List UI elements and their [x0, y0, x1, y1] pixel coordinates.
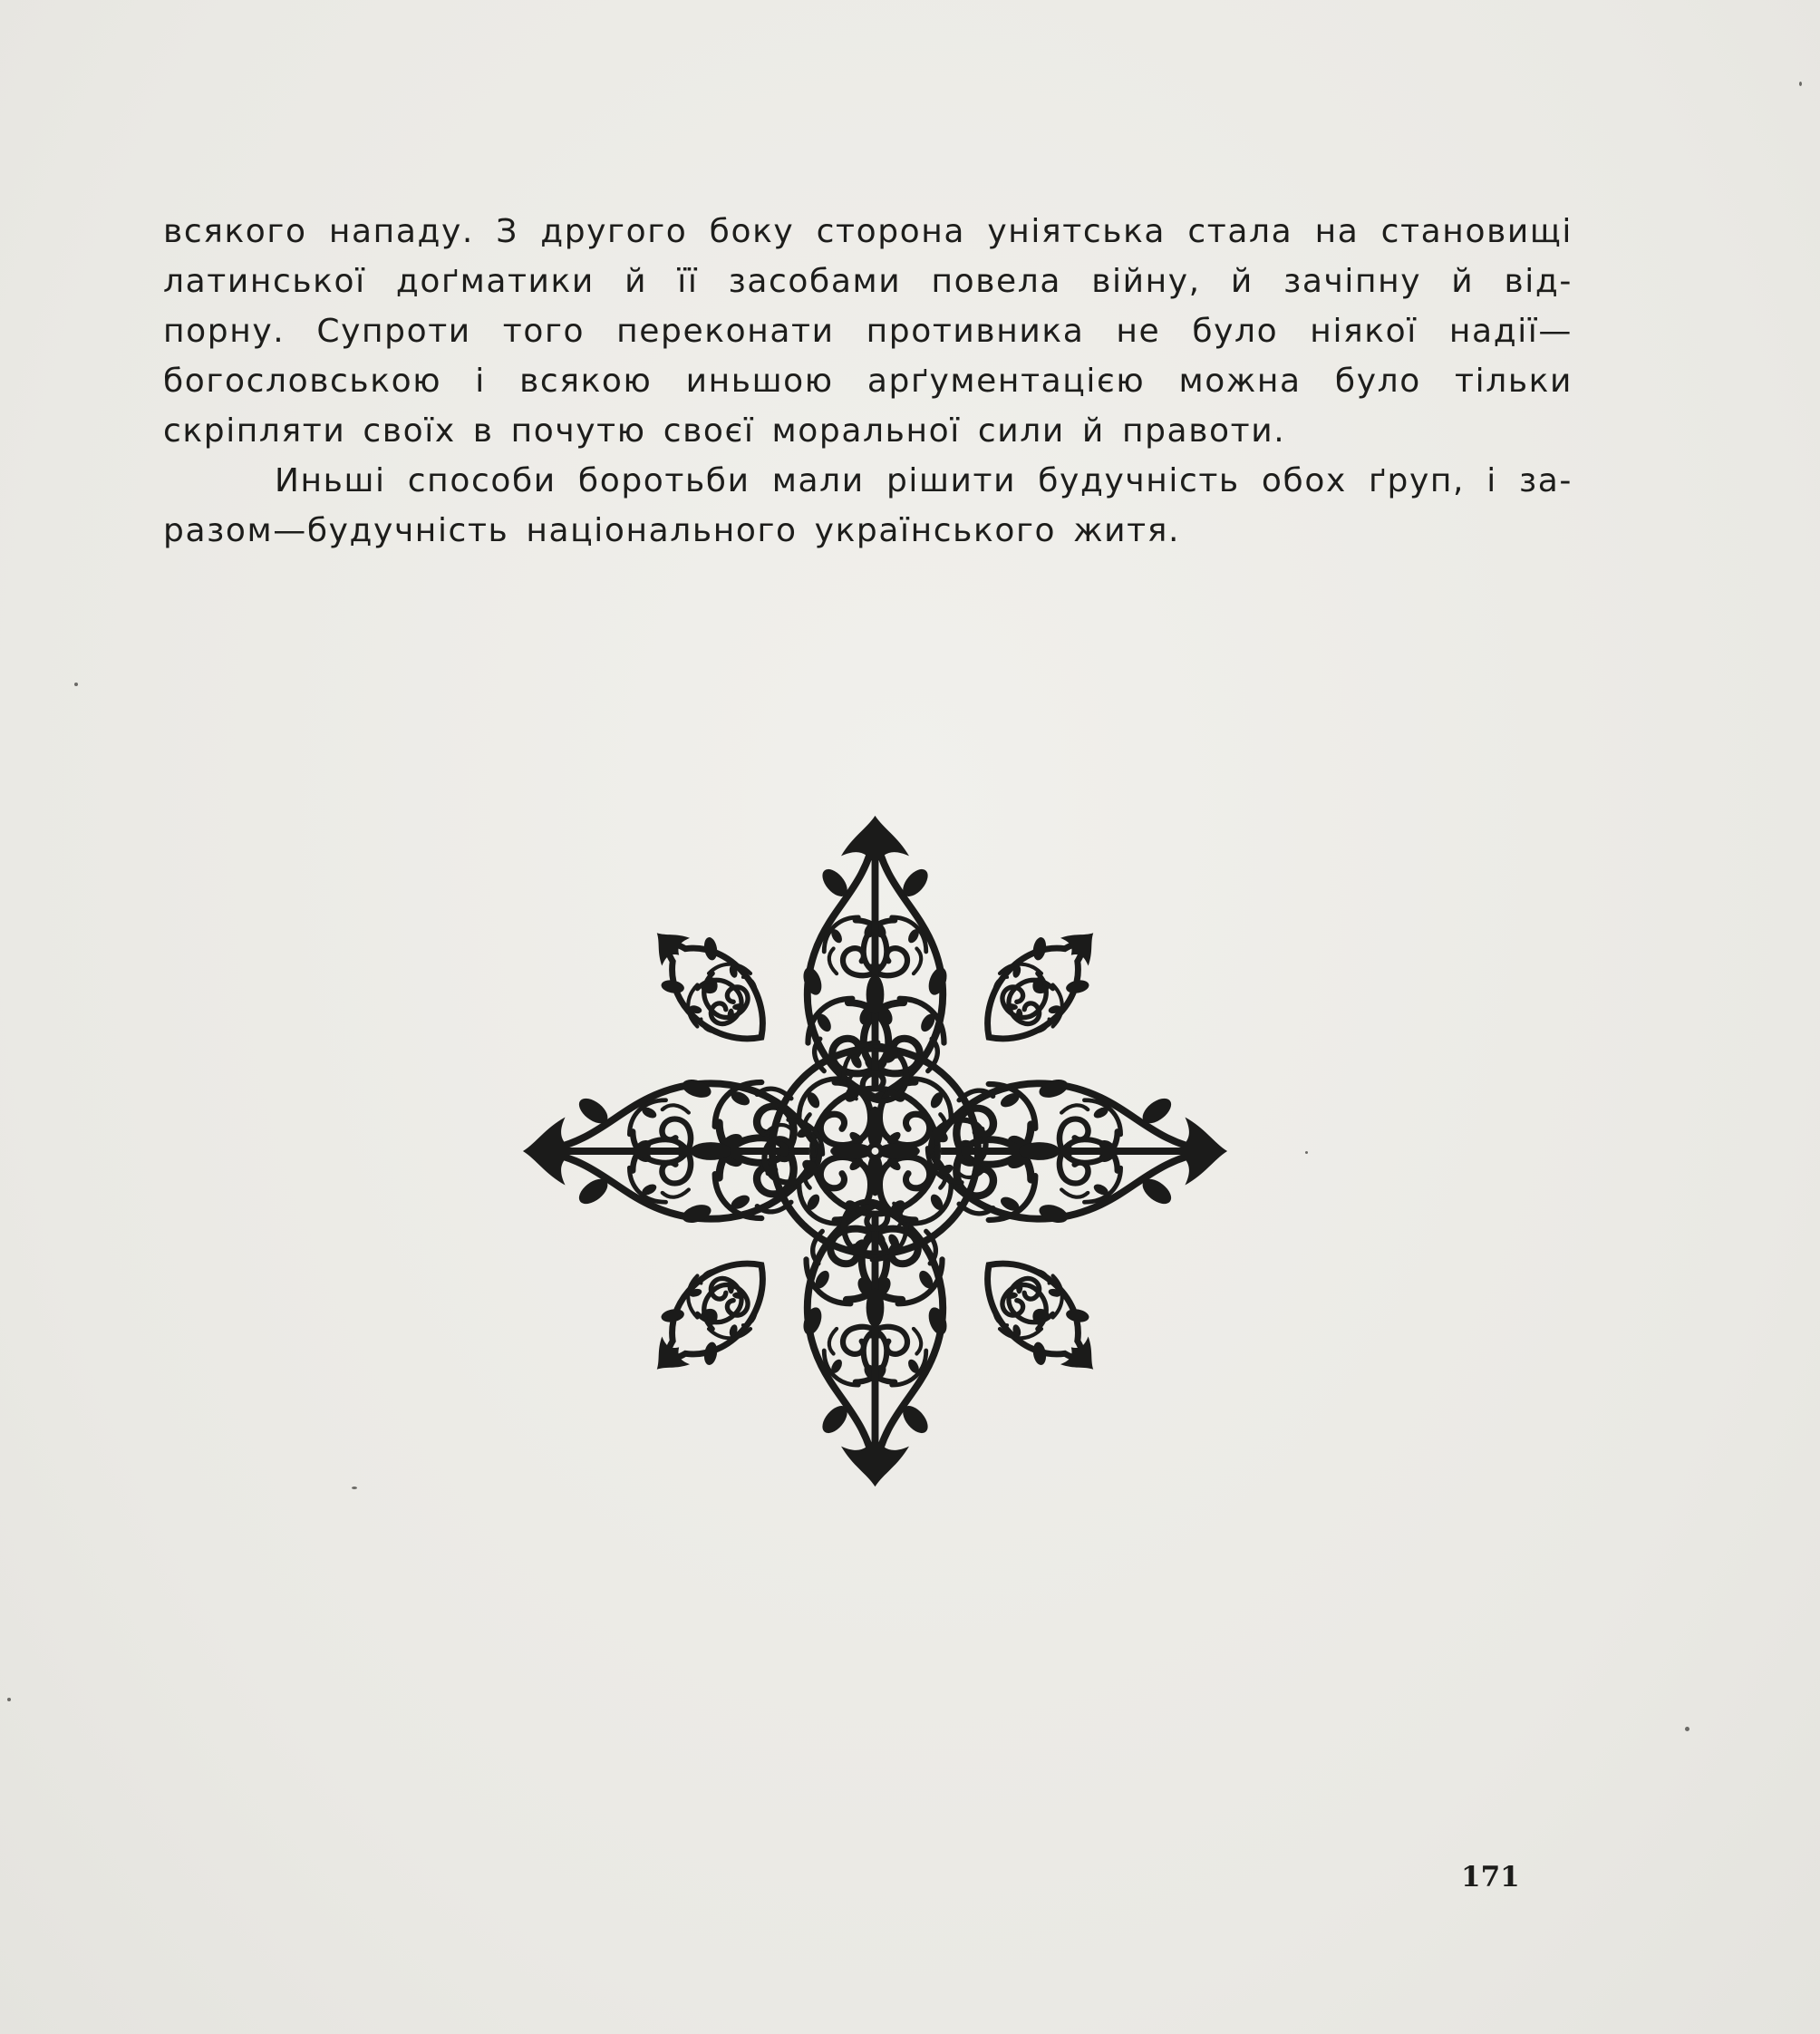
paper-speck	[7, 1698, 11, 1701]
text-line: разом—будучність національного українського житя.	[163, 512, 1181, 549]
text-line: богословською і всякою иньшою арґументацією можна було тільки	[163, 363, 1573, 400]
body-text	[163, 207, 1573, 556]
text-line: латинської доґматики й її засобами повела війну, й зачіпну й від-	[163, 263, 1573, 300]
paper-speck	[352, 1487, 357, 1489]
text-line: скріпляти своїх в почутю своєї моральної сили й правоти.	[163, 412, 1286, 450]
paper-speck	[1305, 1151, 1308, 1154]
page-number: 171	[1461, 1861, 1520, 1894]
paper-speck	[1685, 1727, 1689, 1731]
text-line: всякого нападу. З другого боку сторона уніятська стала на становищі	[163, 213, 1573, 250]
text-line: Иньші способи боротьби мали рішити будучність обох ґруп, і за-	[275, 462, 1573, 499]
paper-speck	[1799, 82, 1802, 86]
text-line: порну. Супроти того переконати противника не було ніякої надії—	[163, 313, 1573, 350]
arabesque-cross-ornament-icon	[515, 811, 1235, 1491]
paper-speck	[74, 683, 78, 686]
